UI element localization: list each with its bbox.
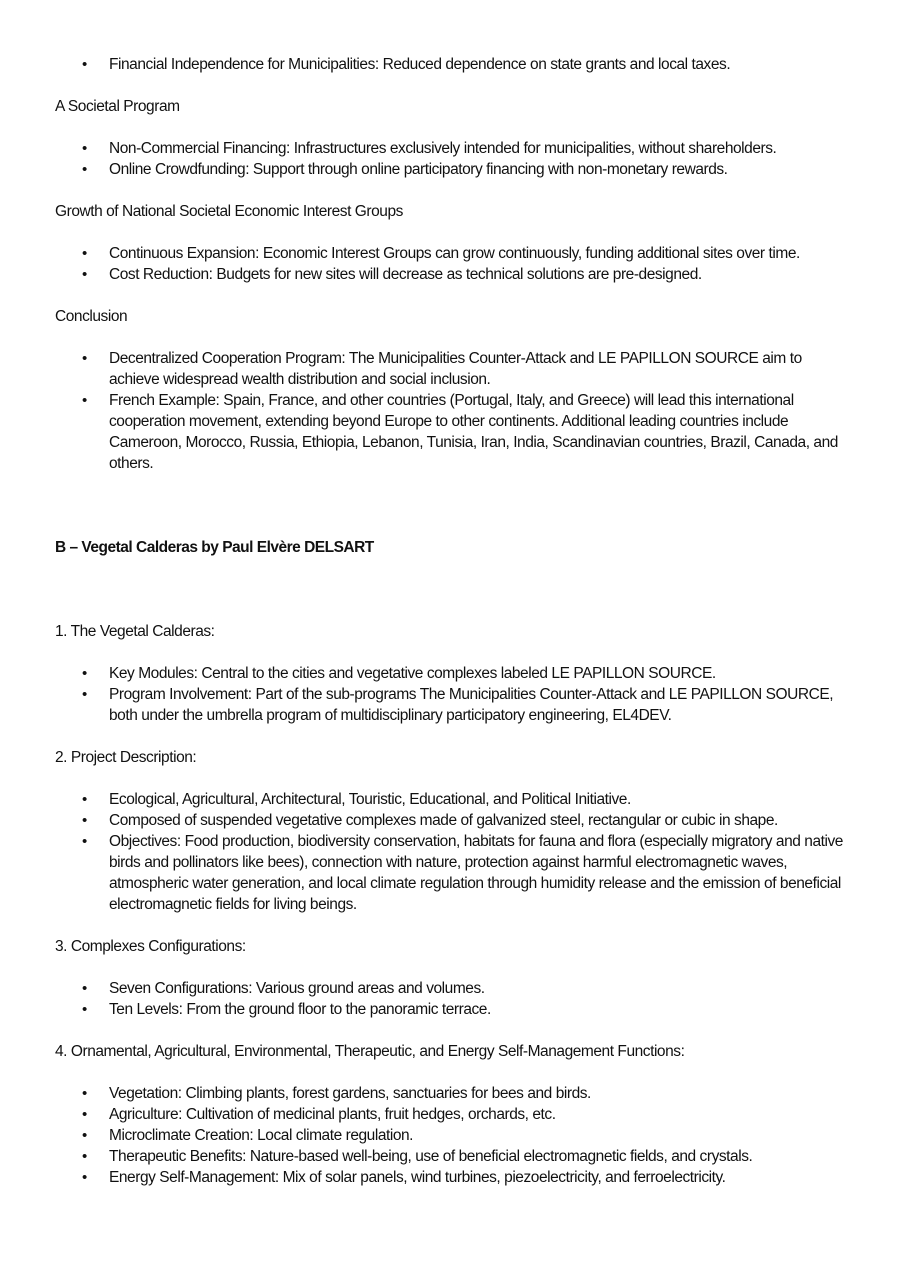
document-page [55,54,855,1188]
list-item: • Microclimate Creation: Local climate regulation. [55,1125,855,1146]
list-item: • Key Modules: Central to the cities and vegetative complexes labeled LE PAPILLON SOURCE. [55,663,855,684]
list-item: • Objectives: Food production, biodiversity conservation, habitats for fauna and flora (especially migratory and native birds and pollinators like bees), connection with nature, protection against harmful electromagnetic waves, atmospheric water generation, and local climate regulation through humidity release and the emission of beneficial electromagnetic fields for living beings. [55,831,855,915]
list-item: • Online Crowdfunding: Support through online participatory financing with non-monetary rewards. [55,159,855,180]
list-item: • Cost Reduction: Budgets for new sites will decrease as technical solutions are pre-designed. [55,264,855,285]
list-item: • Agriculture: Cultivation of medicinal plants, fruit hedges, orchards, etc. [55,1104,855,1125]
list-item: • Energy Self-Management: Mix of solar panels, wind turbines, piezoelectricity, and ferroelectricity. [55,1167,855,1188]
list-item: • Ten Levels: From the ground floor to the panoramic terrace. [55,999,855,1020]
configurations-heading: 3. Complexes Configurations: [55,938,246,955]
list-item: • Financial Independence for Municipalities: Reduced dependence on state grants and local taxes. [55,54,855,75]
list-item: • Decentralized Cooperation Program: The Municipalities Counter-Attack and LE PAPILLON SOURCE aim to achieve widespread wealth distribution and social inclusion. [55,348,855,390]
list-item: • Non-Commercial Financing: Infrastructures exclusively intended for municipalities, without shareholders. [55,138,855,159]
section-b-title: B – Vegetal Calderas by Paul Elvère DELSART [55,539,374,556]
conclusion-heading: Conclusion [55,308,128,325]
intro-list [55,54,855,75]
list-item: • Composed of suspended vegetative complexes made of galvanized steel, rectangular or cubic in shape. [55,810,855,831]
calderas-heading: 1. The Vegetal Calderas: [55,623,215,640]
list-item: • French Example: Spain, France, and other countries (Portugal, Italy, and Greece) will lead this international cooperation movement, extending beyond Europe to other continents. Additional leading countries include Cameroon, Morocco, Russia, Ethiopia, Lebanon, Tunisia, Iran, India, Scandinavian countries, Brazil, Canada, and others. [55,390,855,474]
calderas-list [55,663,855,726]
societal-list [55,138,855,180]
functions-list [55,1083,855,1188]
list-item: • Therapeutic Benefits: Nature-based well-being, use of beneficial electromagnetic fields, and crystals. [55,1146,855,1167]
growth-list [55,243,855,285]
list-item: • Ecological, Agricultural, Architectural, Touristic, Educational, and Political Initiative. [55,789,855,810]
growth-heading: Growth of National Societal Economic Interest Groups [55,203,403,220]
list-item: • Program Involvement: Part of the sub-programs The Municipalities Counter-Attack and LE PAPILLON SOURCE, both under the umbrella program of multidisciplinary participatory engineering, EL4DEV. [55,684,855,726]
list-item: • Continuous Expansion: Economic Interest Groups can grow continuously, funding additional sites over time. [55,243,855,264]
list-item: • Seven Configurations: Various ground areas and volumes. [55,978,855,999]
description-list [55,789,855,915]
functions-heading: 4. Ornamental, Agricultural, Environmental, Therapeutic, and Energy Self-Management Functions: [55,1043,685,1060]
list-item: • Vegetation: Climbing plants, forest gardens, sanctuaries for bees and birds. [55,1083,855,1104]
configurations-list [55,978,855,1020]
societal-heading: A Societal Program [55,98,180,115]
conclusion-list [55,348,855,474]
description-heading: 2. Project Description: [55,749,197,766]
